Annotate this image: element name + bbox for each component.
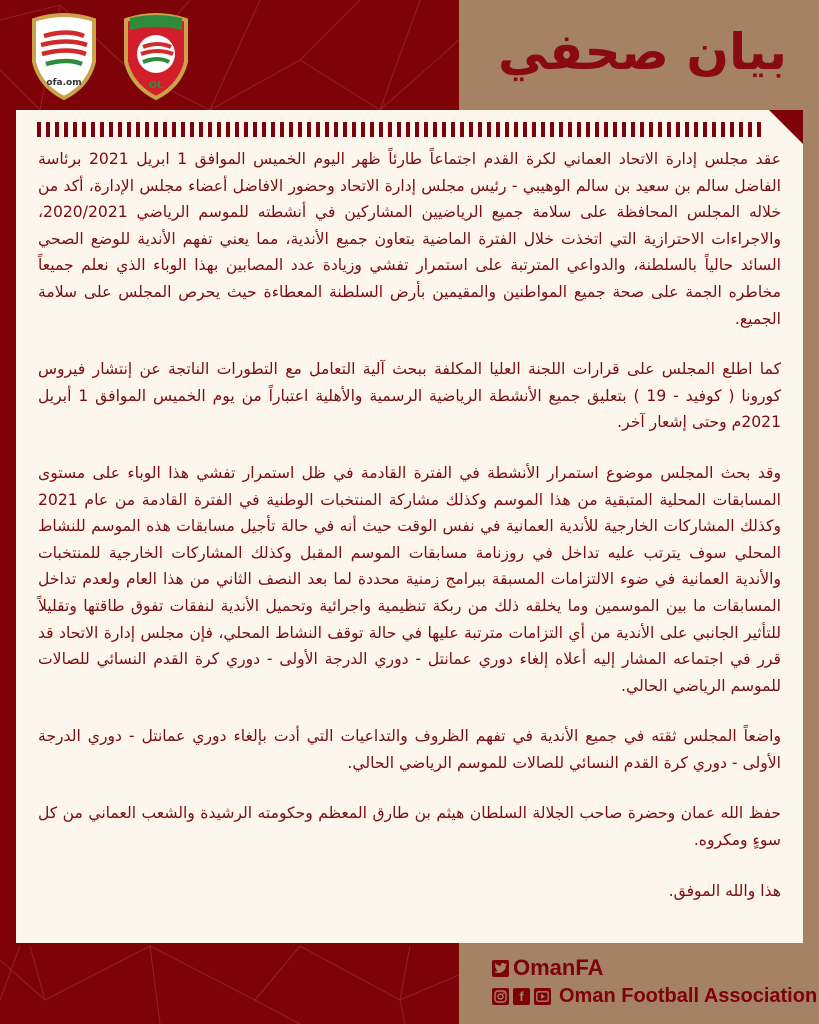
oman-league-logo-caption: OL	[148, 80, 164, 91]
social-account-name: Oman Football Association	[559, 985, 818, 1007]
page-title: بيان صحفي	[498, 23, 787, 81]
twitter-handle: OmanFA	[513, 955, 604, 980]
social-row[interactable]	[492, 982, 817, 1010]
instagram-icon	[492, 988, 509, 1005]
social-footer	[492, 954, 817, 1010]
twitter-icon	[492, 960, 509, 977]
statement-paragraph: عقد مجلس إدارة الاتحاد العماني لكرة القدم اجتماعاً طارئاً ظهر اليوم الخميس الموافق 1 ابريل 2021 برئاسة الفاضل سالم بن سعيد بن سالم الوهيبي - رئيس مجلس إدارة الاتحاد وحضور الافاضل أعضاء مجلس الإدارة، أكد من خلاله المجلس المحافظة على سلامة جميع الرياضيين المشاركين في أنشطته للموسم الرياضي 2020/2021، والاجراءات الاحترازية التي اتخذت خلال الفترة الماضية بتعاون جميع الأندية، مما يعني تفهم الأندية للوضع الصحي السائد حالياً بالسلطنة، والدواعي المترتبة على استمرار تفشي وزيادة عدد المصابين بهذا الوباء الذي نعلم جميعاً مخاطره الجمة على صحة جميع المواطنين والمقيمين بأرض السلطنة المعطاءة حيث يحرص المجلس على سلامة الجميع.	[38, 150, 782, 328]
facebook-icon: f	[513, 988, 530, 1005]
statement-card	[16, 110, 803, 943]
card-corner-accent	[769, 110, 803, 144]
statement-paragraph: حفظ الله عمان وحضرة صاحب الجلالة السلطان هيثم بن طارق المعظم وحكومته الرشيدة والشعب العماني من كل سوءٍ ومكروه.	[38, 804, 781, 850]
oman-league-logo-wrap	[120, 12, 192, 100]
logos	[28, 12, 192, 100]
ofa-logo-wrap	[28, 12, 100, 100]
statement-paragraph: واضعاً المجلس ثقته في جميع الأندية في تفهم الظروف والتداعيات التي أدت بإلغاء دوري عمانتل - دوري الدرجة الأولى - دوري كرة القدم النسائي للصالات للموسم الرياضي الحالي.	[38, 727, 781, 772]
statement-paragraph: كما اطلع المجلس على قرارات اللجنة العليا المكلفة ببحث آلية التعامل مع التطورات الناتجة عن إنتشار فيروس كورونا ( كوفيد - 19 ) بتعليق جميع الأنشطة الرياضية الرسمية والأهلية اعتباراً من يوم الخميس الموافق 1 أبريل 2021م وحتى إشعار آخر.	[38, 360, 781, 432]
statement-closing: هذا والله الموفق.	[668, 881, 781, 900]
statement-paragraph: وقد بحث المجلس موضوع استمرار الأنشطة في الفترة القادمة في ظل استمرار تفشي هذا الوباء على مستوى المسابقات المحلية المتبقية من هذا الموسم وكذلك مشاركة المنتخبات الوطنية في الفترة القادمة من عام 2021 وكذلك المشاركات الخارجية للأندية العمانية في نفس الوقت حيث أنه في حالة تأجيل مسابقات هذه الموسم للنشاط المحلي سوف يترتب عليه تداخل في روزنامة مسابقات الموسم المقبل وكذلك المشاركات الخارجية للمنتخبات والأندية العمانية في ضوء الالتزامات المسبقة ببرامج زمنية محددة لما بعد النصف الثاني من هذا العام ولعدم تداخل المسابقات ما بين الموسمين وما يخلقه ذلك من ربكة تنظيمية واجرائية وتحميل الأندية لنفقات تفوق طاقتها وتقليلاً للتأثير الجانبي على الأندية من أي التزامات مترتبة عليها في حالة توقف النشاط المحلي، فإن مجلس إدارة الاتحاد قد قرر في اجتماعه المشار إليه أعلاه إلغاء دوري عمانتل - دوري الدرجة الأولى - دوري كرة القدم النسائي للصالات للموسم الرياضي الحالي.	[38, 463, 781, 695]
decorative-stripes	[37, 122, 761, 137]
twitter-row[interactable]	[492, 954, 817, 982]
youtube-icon	[534, 988, 551, 1005]
ofa-logo-caption: ofa.om	[46, 78, 82, 88]
statement-body	[38, 146, 781, 928]
